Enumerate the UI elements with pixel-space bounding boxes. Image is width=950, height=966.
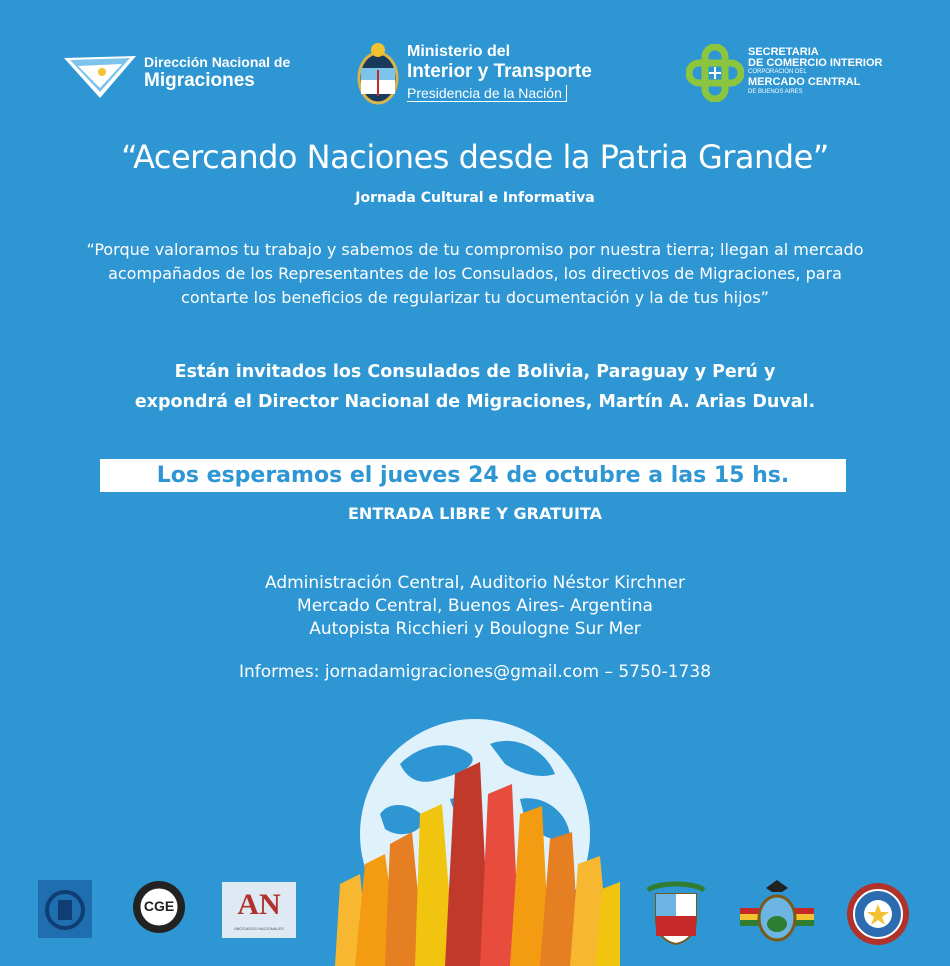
entrada-text: ENTRADA LIBRE Y GRATUITA	[348, 504, 602, 523]
dnm-line1: Dirección Nacional de	[144, 54, 291, 70]
ministerio-line3: Presidencia de la Nación	[407, 85, 567, 102]
secretaria-line4: MERCADO CENTRAL	[748, 76, 861, 88]
secretaria-line1: SECRETARIA	[748, 46, 819, 58]
paraguay-seal-icon	[846, 882, 910, 946]
invited-paragraph	[40, 357, 910, 417]
an-text: AN	[237, 888, 281, 921]
address-line3: Autopista Ricchieri y Boulogne Sur Mer	[309, 619, 641, 639]
address-line1: Administración Central, Auditorio Néstor Kirchner	[264, 573, 685, 593]
address-block	[0, 572, 950, 641]
police-emblem-icon	[38, 880, 92, 938]
ministerio-logo	[355, 40, 605, 110]
quote-line1: “Porque valoramos tu trabajo y sabemos de tu compromiso por nuestra tierra; llegan al mercado	[86, 240, 864, 259]
ministerio-line2: Interior y Transporte	[407, 61, 592, 82]
page-subtitle: Jornada Cultural e Informativa	[355, 190, 595, 206]
bolivia-coat-of-arms-icon	[738, 878, 816, 948]
quote-paragraph	[40, 238, 910, 310]
an-subtext: ABOGADOS NACIONALES	[234, 926, 284, 931]
address-line2: Mercado Central, Buenos Aires- Argentina	[297, 596, 653, 616]
peru-coat-of-arms-icon	[646, 880, 706, 946]
cge-logo	[130, 878, 188, 936]
dnm-flag-icon	[64, 52, 140, 100]
date-banner: Los esperamos el jueves 24 de octubre a las 15 hs.	[100, 459, 846, 492]
dnm-line2: Migraciones	[144, 70, 255, 91]
green-cross-icon	[686, 44, 744, 102]
an-logo	[222, 882, 296, 938]
invited-line2: expondrá el Director Nacional de Migraciones, Martín A. Arias Duval.	[134, 392, 816, 412]
invited-line1: Están invitados los Consulados de Bolivia, Paraguay y Perú y	[174, 362, 776, 382]
informes-text: Informes: jornadamigraciones@gmail.com – 5750-1738	[238, 662, 712, 682]
secretaria-line2: DE COMERCIO INTERIOR	[748, 57, 883, 69]
ministerio-line1: Ministerio del	[407, 43, 511, 60]
cge-text: CGE	[143, 898, 175, 914]
globe-hands-illustration	[330, 704, 620, 966]
secretaria-line5: DE BUENOS AIRES	[748, 89, 803, 95]
secretaria-logo	[686, 44, 926, 104]
secretaria-line3: CORPORACIÓN DEL	[748, 69, 807, 75]
quote-line2: acompañados de los Representantes de los Consulados, los directivos de Migraciones, para	[108, 264, 842, 283]
dnm-logo	[64, 50, 314, 100]
quote-line3: contarte los beneficios de regularizar tu documentación y la de tus hijos”	[181, 288, 769, 307]
page-title: “Acercando Naciones desde la Patria Grande”	[121, 138, 829, 176]
coat-of-arms-icon	[355, 40, 401, 108]
